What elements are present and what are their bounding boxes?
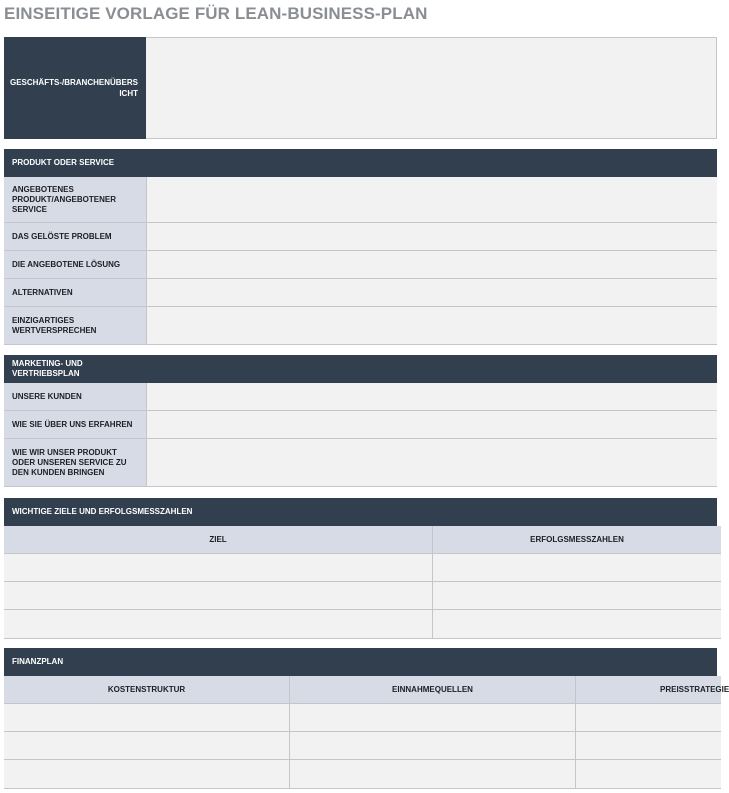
column-header-metrics [432, 526, 721, 554]
section-header-marketing [4, 355, 717, 383]
column-header-pricing-strategy-text: PREISSTRATEGIE [660, 685, 729, 694]
finance-column-divider-1 [289, 704, 290, 789]
finance-column-divider-2 [575, 704, 576, 789]
column-header-revenue-streams [289, 676, 575, 704]
column-header-goal [4, 526, 432, 554]
section-header-goals [4, 498, 717, 526]
section-header-product-text: PRODUKT ODER SERVICE [12, 158, 115, 167]
goals-row-3[interactable] [4, 610, 721, 639]
column-header-cost-structure-text: KOSTENSTRUKTUR [107, 685, 186, 694]
finance-row-1[interactable] [4, 704, 721, 732]
goals-row-2[interactable] [4, 582, 721, 610]
row-label-value-proposition-text: EINZIGARTIGES WERTVERSPRECHEN [12, 315, 97, 335]
column-header-pricing-strategy [575, 676, 729, 704]
row-label-distribution [4, 439, 146, 487]
overview-label [4, 37, 146, 139]
column-header-metrics-text: ERFOLGSMESSZAHLEN [530, 535, 624, 544]
section-header-product [4, 149, 717, 177]
row-field-value-proposition[interactable] [146, 307, 717, 345]
row-label-alternatives [4, 279, 146, 307]
row-field-problem[interactable] [146, 223, 717, 251]
row-label-value-proposition [4, 307, 146, 345]
overview-field[interactable] [146, 37, 717, 139]
row-label-solution [4, 251, 146, 279]
overview-label-text: GESCHÄFTS-/BRANCHENÜBERSICHT [9, 78, 138, 98]
column-header-goal-text: ZIEL [209, 535, 227, 544]
row-field-solution[interactable] [146, 251, 717, 279]
row-label-product [4, 177, 146, 223]
row-field-distribution[interactable] [146, 439, 717, 487]
page-title: EINSEITIGE VORLAGE FÜR LEAN-BUSINESS-PLAN [4, 4, 428, 23]
row-label-customers-text: UNSERE KUNDEN [12, 391, 82, 401]
goals-column-divider [432, 554, 433, 639]
row-label-solution-text: DIE ANGEBOTENE LÖSUNG [12, 259, 121, 269]
column-header-cost-structure [4, 676, 289, 704]
section-header-finance-text: FINANZPLAN [12, 657, 64, 666]
row-label-awareness-text: WIE SIE ÜBER UNS ERFAHREN [12, 419, 133, 429]
row-label-alternatives-text: ALTERNATIVEN [12, 287, 73, 297]
section-header-marketing-text: MARKETING- UND VERTRIEBSPLAN [12, 359, 83, 378]
row-label-product-text: ANGEBOTENES PRODUKT/ANGEBOTENER SERVICE [12, 184, 117, 214]
row-label-problem [4, 223, 146, 251]
finance-row-3[interactable] [4, 760, 721, 789]
finance-row-2[interactable] [4, 732, 721, 760]
section-header-finance [4, 648, 717, 676]
section-header-goals-text: WICHTIGE ZIELE UND ERFOLGSMESSZAHLEN [12, 507, 193, 516]
row-field-product[interactable] [146, 177, 717, 223]
row-label-customers [4, 383, 146, 411]
row-field-alternatives[interactable] [146, 279, 717, 307]
row-label-problem-text: DAS GELÖSTE PROBLEM [12, 231, 112, 241]
goals-row-1[interactable] [4, 554, 721, 582]
column-header-revenue-streams-text: EINNAHMEQUELLEN [392, 685, 473, 694]
row-field-customers[interactable] [146, 383, 717, 411]
row-field-awareness[interactable] [146, 411, 717, 439]
row-label-awareness [4, 411, 146, 439]
row-label-distribution-text: WIE WIR UNSER PRODUKT ODER UNSEREN SERVICE ZU DEN KUNDEN BRINGEN [12, 447, 127, 477]
